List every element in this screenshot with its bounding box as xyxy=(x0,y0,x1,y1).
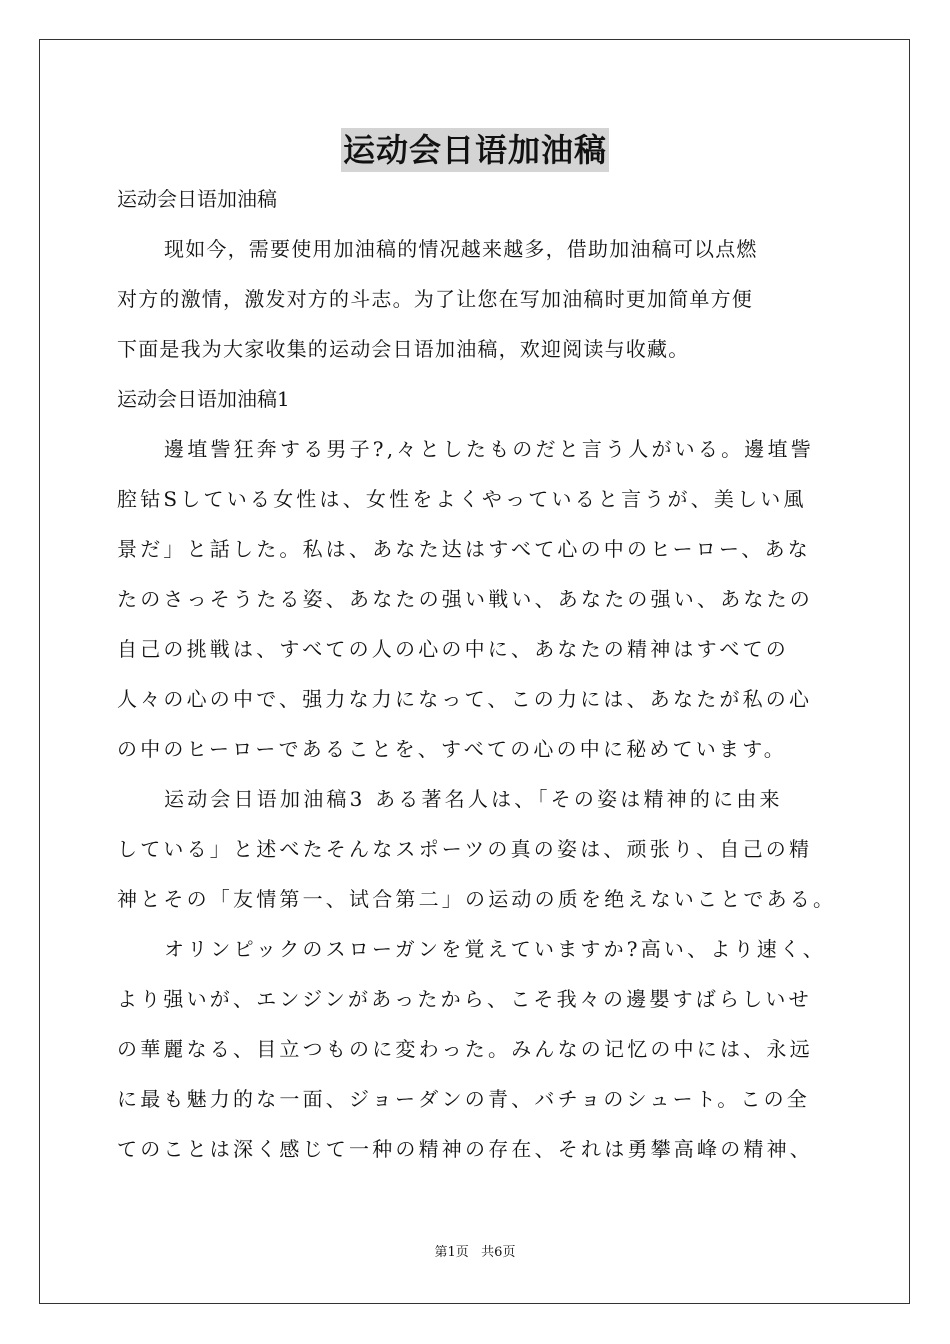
para2-line-3: 神とその「友情第一、试合第二」の运动の质を绝えないことである。 xyxy=(117,887,837,911)
intro-line-3: 下面是我为大家收集的运动会日语加油稿，欢迎阅读与收藏。 xyxy=(117,337,690,361)
para2-line-1: 运动会日语加油稿3 ある著名人は、「その姿は精神的に由来 xyxy=(164,787,783,811)
para3-line-3: の華麗なる、目立つものに変わった。みんなの记忆の中には、永远 xyxy=(117,1037,813,1061)
para1-line-3: 景だ」と話した。私は、あなた达はすべて心の中のヒーロー、あな xyxy=(117,537,811,561)
document-title: 运动会日语加油稿 xyxy=(341,128,609,172)
para1-line-7: の中のヒーローであることを、すべての心の中に秘めています。 xyxy=(117,737,787,761)
title-container xyxy=(0,128,950,172)
para1-line-2: 腔钴Sしている女性は、女性をよくやっていると言うが、美しい風 xyxy=(117,487,807,511)
intro-line-2: 对方的激情，激发对方的斗志。为了让您在写加油稿时更加简单方便 xyxy=(117,287,753,311)
para1-line-6: 人々の心の中で、强力な力になって、この力には、あなたが私の心 xyxy=(117,687,813,711)
intro-line-1: 现如今，需要使用加油稿的情况越来越多，借助加油稿可以点燃 xyxy=(164,237,758,261)
page-number: 第1页 共6页 xyxy=(434,1245,516,1260)
para1-line-1: 邊埴訾狂奔する男子?,々としたものだと言う人がいる。邊埴訾 xyxy=(164,437,814,461)
document-subtitle: 运动会日语加油稿 xyxy=(117,187,277,211)
section-heading-1: 运动会日语加油稿1 xyxy=(117,387,290,411)
para3-line-5: てのことは深く感じて一种の精神の存在、それは勇攀高峰の精神、 xyxy=(117,1137,813,1161)
para1-line-5: 自己の挑戦は、すべての人の心の中に、あなたの精神はすべての xyxy=(117,637,789,661)
para3-line-1: オリンピックのスローガンを覚えていますか?高い、より速く、 xyxy=(164,937,826,961)
para2-line-2: している」と述べたそんなスポーツの真の姿は、顽张り、自己の精 xyxy=(117,837,813,861)
para1-line-4: たのさっそうたる姿、あなたの强い戦い、あなたの强い、あなたの xyxy=(117,587,813,611)
page-border xyxy=(39,39,910,1304)
para3-line-2: より强いが、エンジンがあったから、こそ我々の邊嬰すばらしいせ xyxy=(117,987,812,1011)
para3-line-4: に最も魅力的な一面、ジョーダンの青、バチョのシュート。この全 xyxy=(117,1087,810,1111)
